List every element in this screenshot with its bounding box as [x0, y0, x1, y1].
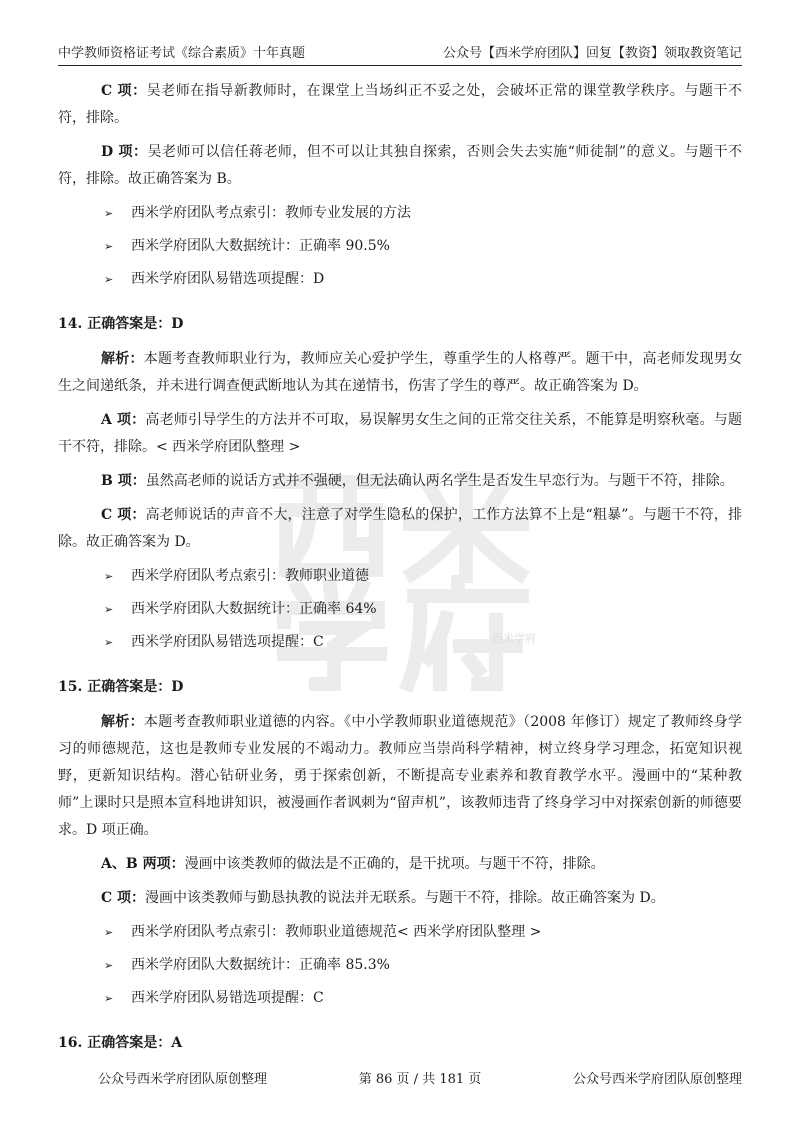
option-paragraph [58, 502, 742, 556]
bullet-text: 西米学府团队大数据统计：正确率 90.5% [131, 238, 390, 254]
page-header [58, 38, 742, 66]
bullet-text: 西米学府团队大数据统计：正确率 85.3% [131, 957, 390, 973]
bullet-item [58, 596, 742, 623]
option-label: A 项： [101, 412, 146, 428]
option-label: D 项： [101, 144, 148, 160]
arrow-icon: ➢ [104, 240, 114, 253]
option-text: 漫画中该类教师的做法是不正确的，是干扰项。与题干不符，排除。 [184, 856, 605, 872]
bullet-text: 西米学府团队易错选项提醒：C [131, 634, 324, 650]
arrow-icon: ➢ [104, 603, 114, 616]
option-paragraph [58, 885, 742, 912]
bullet-text: 西米学府团队易错选项提醒：D [131, 271, 325, 287]
arrow-icon: ➢ [104, 992, 114, 1005]
bullet-item [58, 985, 742, 1012]
bullet-text: 西米学府团队考点索引：教师职业道德规范< 西米学府团队整理 > [131, 924, 542, 940]
bullet-text: 西米学府团队考点索引：教师专业发展的方法 [131, 205, 411, 221]
arrow-icon: ➢ [104, 926, 114, 939]
option-paragraph [58, 78, 742, 132]
arrow-icon: ➢ [104, 570, 114, 583]
option-label: A、B 两项： [101, 856, 185, 872]
question-answer-heading: 14. 正确答案是：D [58, 316, 184, 332]
analysis-label: 解析： [101, 351, 144, 367]
analysis-paragraph [58, 709, 742, 844]
option-paragraph [58, 468, 742, 495]
bullet-item [58, 629, 742, 656]
option-text: 吴老师可以信任蒋老师，但不可以让其独自探索，否则会失去实施“师徒制”的意义。与题干不符，排除。故正确答案为 B。 [58, 144, 743, 187]
footer-left-credit: 公众号西米学府团队原创整理 [98, 1072, 268, 1087]
option-text: 漫画中该类教师与勤恳执教的说法并无联系。与题干不符，排除。故正确答案为 D。 [145, 890, 665, 906]
arrow-icon: ➢ [104, 959, 114, 972]
bullet-item [58, 563, 742, 590]
arrow-icon: ➢ [104, 207, 114, 220]
bullet-item [58, 919, 742, 946]
arrow-icon: ➢ [104, 636, 114, 649]
footer-right-credit: 公众号西米学府团队原创整理 [572, 1072, 742, 1087]
option-paragraph [58, 139, 742, 193]
option-label: B 项： [101, 473, 146, 489]
question-answer-heading: 16. 正确答案是：A [58, 1035, 183, 1051]
page-number: 第 86 页 / 共 181 页 [358, 1072, 482, 1087]
analysis-text: 本题考查教师职业道德的内容。《中小学教师职业道德规范》（2008 年修订）规定了教师终身学习的师德规范，这也是教师专业发展的不竭动力。教师应当崇尚科学精神，树立终身学习理念，拓宽知识视野，更新知识结构。潜心钻研业务，勇于探索创新，不断提高专业素养和教育教学水平。漫画中的“某种教师”上课时只是照本宣科地讲知识，被漫画作者讽刺为“留声机”，该教师违背了终身学习中对探索创新的师德要求。D 项正确。 [58, 714, 743, 838]
option-label: C 项： [101, 83, 147, 99]
bullet-text: 西米学府团队考点索引：教师职业道德 [131, 568, 369, 584]
option-label: C 项： [101, 507, 146, 523]
option-text: 吴老师在指导新教师时，在课堂上当场纠正不妥之处，会破坏正常的课堂教学秩序。与题干不符，排除。 [58, 83, 742, 126]
arrow-icon: ➢ [104, 273, 114, 286]
page-content [58, 78, 742, 1065]
analysis-label: 解析： [101, 714, 144, 730]
option-paragraph [58, 407, 742, 461]
header-right-note: 公众号【西米学府团队】回复【教资】领取教资笔记 [442, 46, 742, 61]
header-left-title: 中学教师资格证考试《综合素质》十年真题 [58, 46, 306, 61]
option-label: C 项： [101, 890, 146, 906]
option-text: 高老师引导学生的方法并不可取，易误解男女生之间的正常交往关系，不能算是明察秋毫。与题干不符，排除。< 西米学府团队整理 > [58, 412, 742, 455]
page-footer [98, 1068, 742, 1087]
option-text: 高老师说话的声音不大，注意了对学生隐私的保护，工作方法算不上是“粗暴”。与题干不符，排除。故正确答案为 D。 [58, 507, 742, 550]
bullet-item [58, 266, 742, 293]
bullet-text: 西米学府团队易错选项提醒：C [131, 990, 324, 1006]
watermark-seal: 西米学府 [492, 632, 536, 645]
option-text: 虽然高老师的说话方式并不强硬，但无法确认两名学生是否发生早恋行为。与题干不符，排除。 [145, 473, 734, 489]
bullet-item [58, 952, 742, 979]
analysis-text: 本题考查教师职业行为，教师应关心爱护学生，尊重学生的人格尊严。题干中，高老师发现男女生之间递纸条，并未进行调查便武断地认为其在递情书，伤害了学生的尊严。故正确答案为 D。 [58, 351, 742, 394]
question-answer-heading: 15. 正确答案是：D [58, 679, 184, 695]
analysis-paragraph [58, 346, 742, 400]
bullet-text: 西米学府团队大数据统计：正确率 64% [131, 601, 377, 617]
option-paragraph [58, 851, 742, 878]
bullet-item [58, 233, 742, 260]
bullet-item [58, 200, 742, 227]
